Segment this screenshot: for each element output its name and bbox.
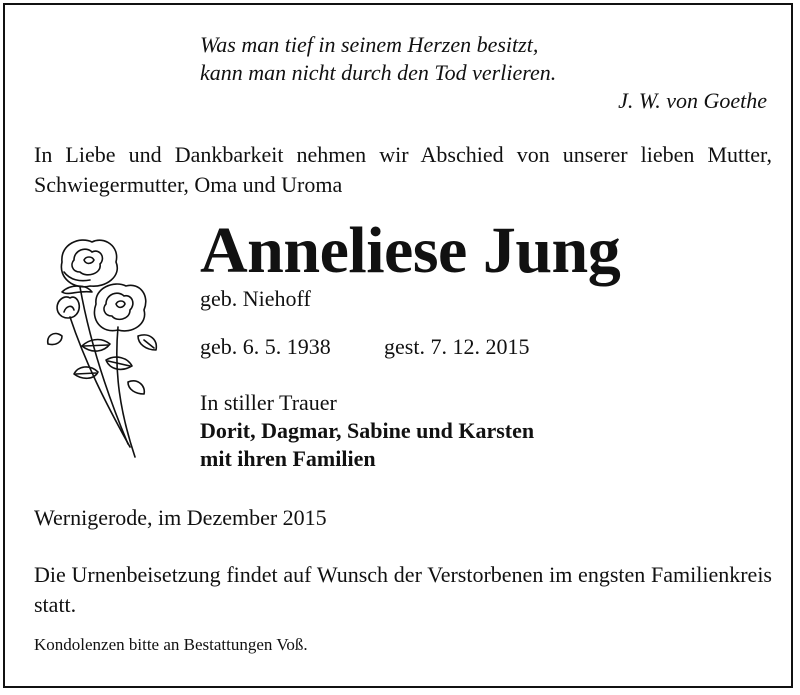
intro-text: In Liebe und Dankbarkeit nehmen wir Abschied von unserer lieben Mutter, Schwiegermutter, Oma und Uroma bbox=[34, 142, 772, 197]
mourners-families: mit ihren Familien bbox=[200, 446, 376, 471]
condolences-note: Kondolenzen bitte an Bestattungen Voß. bbox=[34, 635, 308, 654]
quote-line-1: Was man tief in seinem Herzen besitzt, bbox=[200, 32, 539, 57]
maiden-name: geb. Niehoff bbox=[200, 286, 311, 311]
mourners-names: Dorit, Dagmar, Sabine und Karsten bbox=[200, 418, 535, 443]
quote-author: J. W. von Goethe bbox=[618, 88, 767, 113]
quote-line-2: kann man nicht durch den Tod verlieren. bbox=[200, 60, 557, 85]
mourners-heading: In stiller Trauer bbox=[200, 390, 337, 415]
rose-icon bbox=[40, 232, 165, 467]
place-date: Wernigerode, im Dezember 2015 bbox=[34, 505, 327, 530]
death-date: gest. 7. 12. 2015 bbox=[384, 334, 530, 359]
funeral-note: Die Urnenbeisetzung findet auf Wunsch der Verstorbenen im engsten Familienkreis statt. bbox=[34, 562, 772, 617]
birth-date: geb. 6. 5. 1938 bbox=[200, 334, 331, 359]
deceased-name: Anneliese Jung bbox=[200, 214, 621, 287]
